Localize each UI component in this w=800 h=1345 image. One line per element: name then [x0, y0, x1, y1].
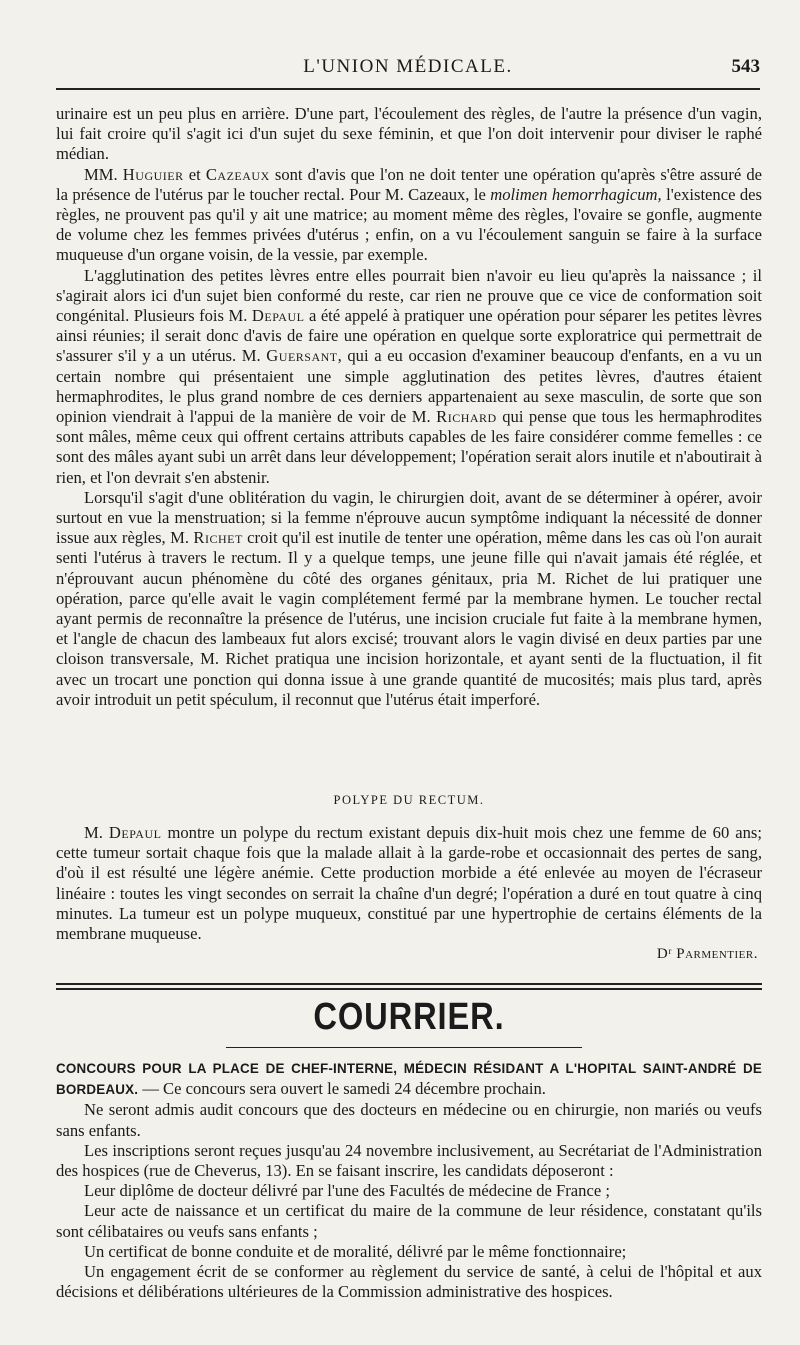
p3-text-4: qui pense que tous les hermaphrodites sont mâles, même ceux qui offrent certains attributs capables de les faire considérer comme femelles : ce sont des mâles ayant subi un arrêt dans leur développement; l'opération serait alors inutile et n'aboutirait à rien, et l'on devrait s'en abstenir. — [56, 407, 763, 487]
p2-lead: MM. — [84, 164, 118, 184]
paragraph-2 — [56, 165, 762, 266]
author-huguier: Huguier — [122, 164, 184, 184]
p4-text-1: Lorsqu'il s'agit d'une oblitération du vagin, le chirurgien doit, avant de se déterminer à opérer, avoir surtout en vue la menstruation; si la femme n'éprouve aucun symptôme indiquant la nécessité de donner issue aux règles, M. — [56, 487, 762, 548]
diplome-paragraph: Leur diplôme de docteur délivré par l'une des Facultés de médecine de France ; — [84, 1181, 610, 1201]
concours-paragraph — [56, 1058, 762, 1100]
author-richet: Richet — [193, 528, 243, 548]
concours-headline: CONCOURS POUR LA PLACE DE CHEF-INTERNE, MÉDECIN RÉSIDANT A L'HOPITAL SAINT-ANDRÉ DE BORDEAUX. — [56, 1061, 762, 1098]
polype-paragraph — [56, 823, 762, 944]
signature — [657, 946, 758, 963]
section-title-polype: POLYPE DU RECTUM. — [333, 793, 485, 807]
courrier-section — [56, 1058, 762, 1302]
naissance-paragraph: Leur acte de naissance et un certificat du maire de la commune de leur résidence, constatant qu'ils sont célibataires ou veufs sans enfants ; — [56, 1201, 762, 1241]
page-header — [56, 52, 760, 82]
article-continuation — [56, 104, 762, 710]
p2-and: et — [188, 164, 201, 184]
courrier-underline — [226, 1047, 582, 1048]
p3-text-2: a été appelé à pratiquer une opération pour séparer les petites lèvres ainsi réunies; il serait donc d'avis de faire une opération en quelque sorte exploratrice qui permettrait de s'assurer s'il y a un utérus. M. — [56, 306, 762, 366]
courrier-heading: COURRIER. — [313, 996, 505, 1038]
author-richard: Richard — [436, 407, 497, 427]
p3-text-1: L'agglutination des petites lèvres entre elles pourrait bien n'avoir eu lieu qu'après la naissance ; il s'agirait alors ici d'un sujet bien conformé du reste, car rien ne prouve que ce vice de conformation soit congénital. Plusieurs fois M. — [56, 265, 762, 326]
paragraph-3 — [56, 266, 762, 488]
page-number: 543 — [731, 56, 760, 77]
polype-section — [56, 823, 762, 944]
author-guersant: Guersant — [266, 346, 338, 366]
section-double-rule — [56, 983, 762, 990]
p2-italic-term: molimen hemorrhagicum, — [490, 184, 662, 204]
polype-lead: M. — [84, 823, 103, 842]
paragraph-1: urinaire est un peu plus en arrière. D'une part, l'écoulement des règles, de l'autre la présence d'un vagin, lui fait croire qu'il s'agit ici d'un sujet du sexe féminin, et que l'on doit intervenir pour diviser le raphé médian. — [56, 104, 762, 164]
p4-text-2: croit qu'il est inutile de tenter une opération, même dans les cas où l'on aurait senti l'utérus à travers le rectum. Il y a quelque temps, une jeune fille qui n'avait jamais été réglée, et n'éprouvant aucun phénomène du côté des organes génitaux, pria M. Richet de lui pratiquer une opération, parce qu'elle avait le vagin complétement fermé par la membrane hymen. Le toucher rectal ayant permis de reconnaître la présence de l'utérus, une incision cruciale fut faite à la membrane hymen, et l'angle de chacun des lambeaux fut alors excisé; trouvant alors le vagin divisé en deux parties par une cloison transversale, M. Richet pratiqua une incision horizontale, et ayant senti de la fluctuation, il fit avec un trocart une ponction qui donna issue à une grande quantité de mucosités; mais plus tard, après avoir introduit un petit spéculum, il reconnut que l'utérus était imperforé. — [56, 528, 762, 709]
p3-text-3: , qui a eu occasion d'examiner beaucoup d'enfants, en a vu un certain nombre qui présentaient une simple agglutination des petites lèvres, d'autres étaient hermaphrodites, le plus grand nombre de ces derniers appartenaient au sexe masculin, de sorte que son opinion viendrait à l'appui de la manière de voir de M. — [56, 346, 762, 427]
paragraph-4 — [56, 488, 762, 710]
admission-paragraph: Ne seront admis audit concours que des docteurs en médecine ou en chirurgie, non mariés ou veufs sans enfants. — [56, 1100, 762, 1140]
engagement-paragraph: Un engagement écrit de se conformer au règlement du service de santé, à celui de l'hôpital et aux décisions et délibérations ultérieures de la Commission administrative des hospices. — [56, 1262, 762, 1302]
author-cazeaux: Cazeaux — [205, 164, 270, 184]
p2-text-2: l'existence des règles, ne prouvent pas qu'il y ait une matrice; au moment même des règles, l'ovaire se gonfle, augmente de volume chez les femmes privées d'utérus ; enfin, on a vu l'écoulement sanguin se faire à la surface muqueuse d'un organe voisin, de la vessie, par exemple. — [56, 184, 762, 265]
signature-name: Parmentier. — [676, 946, 758, 962]
author-depaul: Depaul — [251, 306, 305, 326]
inscriptions-paragraph: Les inscriptions seront reçues jusqu'au 24 novembre inclusivement, au Secrétariat de l'Administration des hospices (rue de Cheverus, 13). En se faisant inscrire, les candidats déposeront : — [56, 1140, 762, 1181]
header-rule — [56, 88, 760, 90]
p2-text-1: sont d'avis que l'on ne doit tenter une opération qu'après s'être assuré de la présence de l'utérus par le toucher rectal. Pour M. Cazeaux, le — [56, 164, 762, 204]
signature-prefix: Dʳ — [656, 946, 672, 962]
polype-text: montre un polype du rectum existant depuis dix-huit mois chez une femme de 60 ans; cette tumeur sortait chaque fois que la malade allait à la garde-robe et occasionnait des pertes de sang, d'où il est résulté une légère anémie. Cette production morbide a été enlevée au moyen de l'écraseur linéaire : toutes les vingt secondes on serrait la chaîne d'un degré; l'opération a duré en tout quatre à cinq minutes. La tumeur est un polype muqueux, constitué par une hypertrophie de certains éléments de la membrane muqueuse. — [56, 823, 762, 944]
concours-headline-tail: — Ce concours sera ouvert le samedi 24 décembre prochain. — [142, 1079, 546, 1099]
certificat-paragraph: Un certificat de bonne conduite et de moralité, délivré par le même fonctionnaire; — [84, 1241, 627, 1261]
author-depaul-2: Depaul — [108, 823, 162, 842]
running-title: L'UNION MÉDICALE. — [303, 56, 513, 77]
